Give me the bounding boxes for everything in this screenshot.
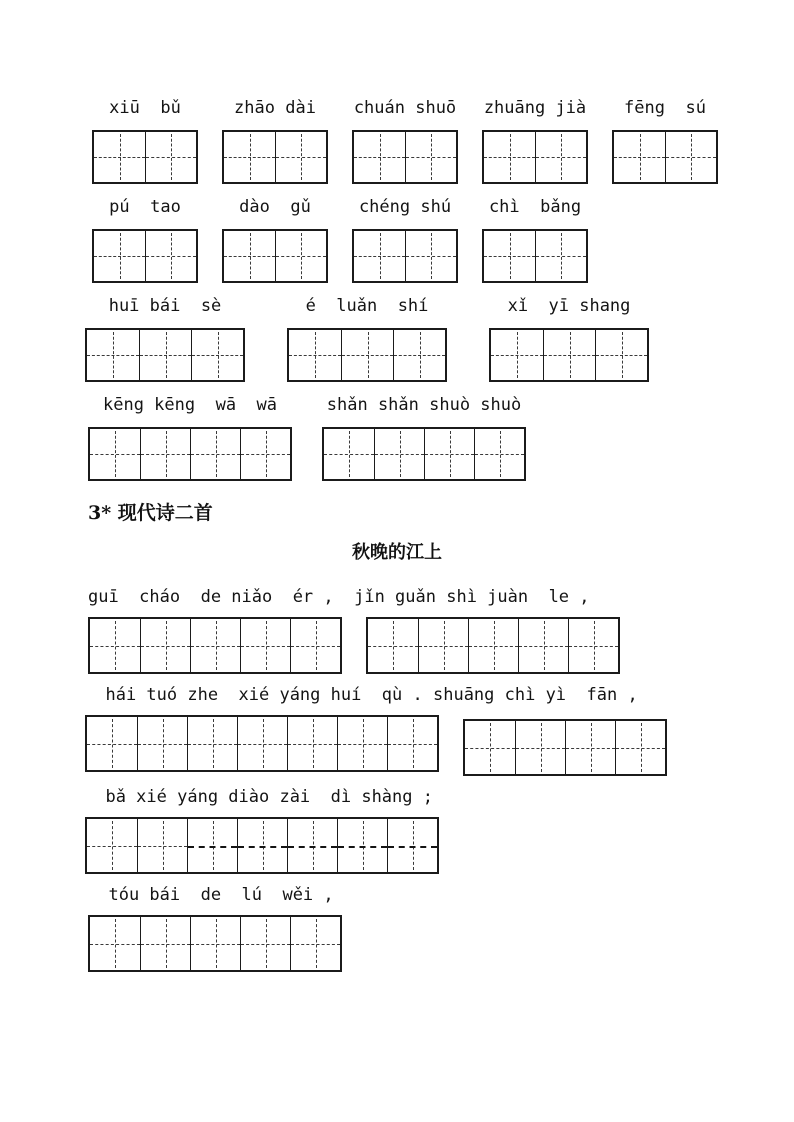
character-box (368, 619, 418, 672)
character-box (137, 717, 187, 770)
vocab-row (0, 393, 794, 481)
character-box (518, 619, 568, 672)
pinyin-label: chì bǎng (488, 197, 582, 217)
character-box (87, 330, 139, 380)
character-box (145, 132, 196, 182)
character-box (341, 330, 393, 380)
character-box (665, 132, 716, 182)
character-box (190, 619, 240, 672)
character-box (287, 717, 337, 770)
pinyin-label: kēng kēng wā wā (103, 395, 277, 415)
character-box (94, 231, 145, 281)
character-box (140, 917, 190, 970)
pinyin-label: shǎn shǎn shuò shuò (326, 395, 522, 415)
character-box (418, 619, 468, 672)
character-box (484, 231, 535, 281)
character-box (468, 619, 518, 672)
character-box (145, 231, 196, 281)
character-box (535, 231, 586, 281)
vocab-group (92, 96, 198, 184)
pinyin-label: dào gǔ (239, 197, 311, 217)
pinyin-label: é luǎn shí (305, 296, 429, 316)
vocab-group (489, 294, 649, 382)
character-box (393, 330, 445, 380)
vocab-section (0, 96, 794, 481)
character-box (190, 429, 240, 479)
character-box (424, 429, 474, 479)
vocab-group (85, 294, 245, 382)
section-heading: 3* 现代诗二首 (88, 502, 213, 524)
character-box (140, 429, 190, 479)
poem-grids (88, 915, 794, 972)
pinyin-label: xǐ yī shang (507, 296, 631, 316)
poem-grids (88, 617, 794, 674)
vocab-group (287, 294, 447, 382)
character-box (137, 819, 187, 872)
character-box (240, 429, 290, 479)
character-grid (482, 229, 588, 283)
character-box (139, 330, 191, 380)
character-box (515, 721, 565, 774)
character-grid (222, 130, 328, 184)
poem-grids (85, 715, 794, 776)
poem-section (0, 585, 794, 972)
character-box (290, 619, 340, 672)
character-box (484, 132, 535, 182)
character-box (237, 717, 287, 770)
character-grid (85, 328, 245, 382)
vocab-group (88, 393, 292, 481)
pinyin-line: bǎ xié yáng diào zài dì shàng ; (85, 787, 433, 807)
character-grid (489, 328, 649, 382)
poem-grids (85, 817, 794, 874)
character-box (337, 819, 387, 872)
pinyin-label: fēng sú (624, 98, 706, 118)
poem-title: 秋晚的江上 (352, 542, 442, 563)
character-box (374, 429, 424, 479)
character-box (614, 132, 665, 182)
character-box (565, 721, 615, 774)
character-box (290, 917, 340, 970)
character-box (465, 721, 515, 774)
character-box (615, 721, 665, 774)
character-box (568, 619, 618, 672)
character-box (94, 132, 145, 182)
character-box (140, 619, 190, 672)
vocab-group (92, 195, 198, 283)
pinyin-line: hái tuó zhe xié yáng huí qù . shuāng chì yì fān , (85, 685, 638, 705)
pinyin-line: tóu bái de lú wěi , (88, 885, 334, 905)
vocab-group (482, 96, 588, 184)
character-box (289, 330, 341, 380)
character-box (237, 819, 287, 872)
poem-line (0, 683, 794, 776)
character-box (187, 819, 237, 872)
pinyin-label: chuán shuō (353, 98, 457, 118)
character-grid (322, 427, 526, 481)
pinyin-line: guī cháo de niǎo ér , jǐn guǎn shì juàn le , (88, 587, 590, 607)
character-grid (287, 328, 447, 382)
character-box (275, 132, 326, 182)
character-box (224, 132, 275, 182)
character-box (190, 917, 240, 970)
character-box (324, 429, 374, 479)
character-box (240, 917, 290, 970)
vocab-group (222, 195, 328, 283)
character-box (491, 330, 543, 380)
character-box (354, 132, 405, 182)
character-box (595, 330, 647, 380)
vocab-group (222, 96, 328, 184)
pinyin-label: chéng shú (358, 197, 452, 217)
character-box (354, 231, 405, 281)
pinyin-label: zhāo dài (234, 98, 316, 118)
pinyin-label: zhuāng jià (483, 98, 587, 118)
character-box (224, 231, 275, 281)
vocab-group (612, 96, 718, 184)
vocab-group (322, 393, 526, 481)
character-box (405, 231, 456, 281)
character-box (187, 717, 237, 770)
character-grid (92, 229, 198, 283)
vocab-group (352, 96, 458, 184)
character-box (387, 819, 437, 872)
character-box (191, 330, 243, 380)
character-box (337, 717, 387, 770)
vocab-group (482, 195, 588, 283)
character-grid (463, 719, 667, 776)
character-box (90, 429, 140, 479)
character-box (90, 917, 140, 970)
pinyin-label: huī bái sè (108, 296, 222, 316)
character-box (90, 619, 140, 672)
character-grid (482, 130, 588, 184)
character-grid (85, 817, 439, 874)
poem-line (0, 585, 794, 674)
character-grid (92, 130, 198, 184)
character-grid (88, 915, 342, 972)
vocab-row (0, 96, 794, 184)
character-box (240, 619, 290, 672)
character-grid (85, 715, 439, 772)
character-grid (366, 617, 620, 674)
vocab-group (352, 195, 458, 283)
character-box (474, 429, 524, 479)
character-box (287, 819, 337, 872)
vocab-row (0, 294, 794, 382)
character-grid (352, 130, 458, 184)
character-box (405, 132, 456, 182)
poem-line (0, 785, 794, 874)
character-box (387, 717, 437, 770)
character-grid (88, 427, 292, 481)
character-grid (88, 617, 342, 674)
pinyin-label: pú tao (109, 197, 181, 217)
pinyin-label: xiū bǔ (109, 98, 181, 118)
character-grid (352, 229, 458, 283)
character-grid (222, 229, 328, 283)
poem-line (0, 883, 794, 972)
vocab-row (0, 195, 794, 283)
character-box (275, 231, 326, 281)
character-box (535, 132, 586, 182)
character-box (543, 330, 595, 380)
character-box (87, 717, 137, 770)
character-grid (612, 130, 718, 184)
character-box (87, 819, 137, 872)
